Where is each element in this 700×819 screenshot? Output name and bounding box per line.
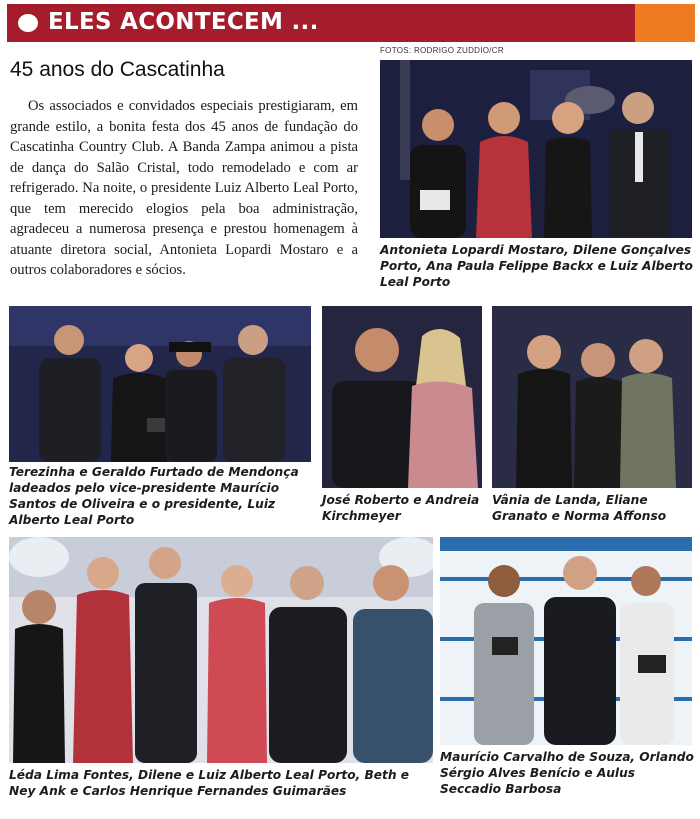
photo-3-caption: José Roberto e Andreia Kirchmeyer	[322, 493, 480, 523]
photo-3	[322, 306, 482, 488]
photo-5	[9, 537, 433, 763]
article-headline: 45 anos do Cascatinha	[10, 58, 225, 81]
bullet-dot-icon	[18, 14, 38, 32]
section-header	[7, 4, 695, 42]
section-title: ELES ACONTECEM ...	[48, 9, 319, 35]
photo-6-caption: Maurício Carvalho de Souza, Orlando Sérgio Alves Benício e Aulus Seccadio Barbosa	[440, 750, 694, 796]
photo-4	[492, 306, 692, 488]
photo-credit: FOTOS: RODRIGO ZUDDIO/CR	[380, 46, 504, 55]
photo-2-caption: Terezinha e Geraldo Furtado de Mendonça ladeados pelo vice-presidente Maurício Santos de Oliveira e o presidente, Luiz Alberto Leal Porto	[9, 465, 299, 527]
photo-5-caption: Léda Lima Fontes, Dilene e Luiz Alberto Leal Porto, Beth e Ney Ank e Carlos Henrique Fernandes Guimarães	[9, 768, 410, 798]
photo-2	[9, 306, 311, 462]
photo-4-caption: Vânia de Landa, Eliane Granato e Norma Affonso	[492, 493, 667, 523]
photo-1	[380, 60, 692, 238]
photo-1-caption: Antonieta Lopardi Mostaro, Dilene Gonçalves Porto, Ana Paula Felippe Backx e Luiz Alberto Leal Porto	[380, 243, 693, 289]
photo-6	[440, 537, 692, 745]
header-accent-block	[635, 4, 695, 42]
article-body: Os associados e convidados especiais prestigiaram, em grande estilo, a bonita festa dos 45 anos de fundação do Cascatinha Country Club. A Banda Zampa animou a pista de dança do Salão Cristal, todo remodelado e com ar refrigerado. Na noite, o presidente Luiz Alberto Leal Porto, que tem merecido elogios pela boa administração, agradeceu a numerosa presença e prestou homenagem à atuante diretora social, Antonieta Lopardi Mostaro e a outros colaboradores e sócios.	[10, 98, 358, 278]
